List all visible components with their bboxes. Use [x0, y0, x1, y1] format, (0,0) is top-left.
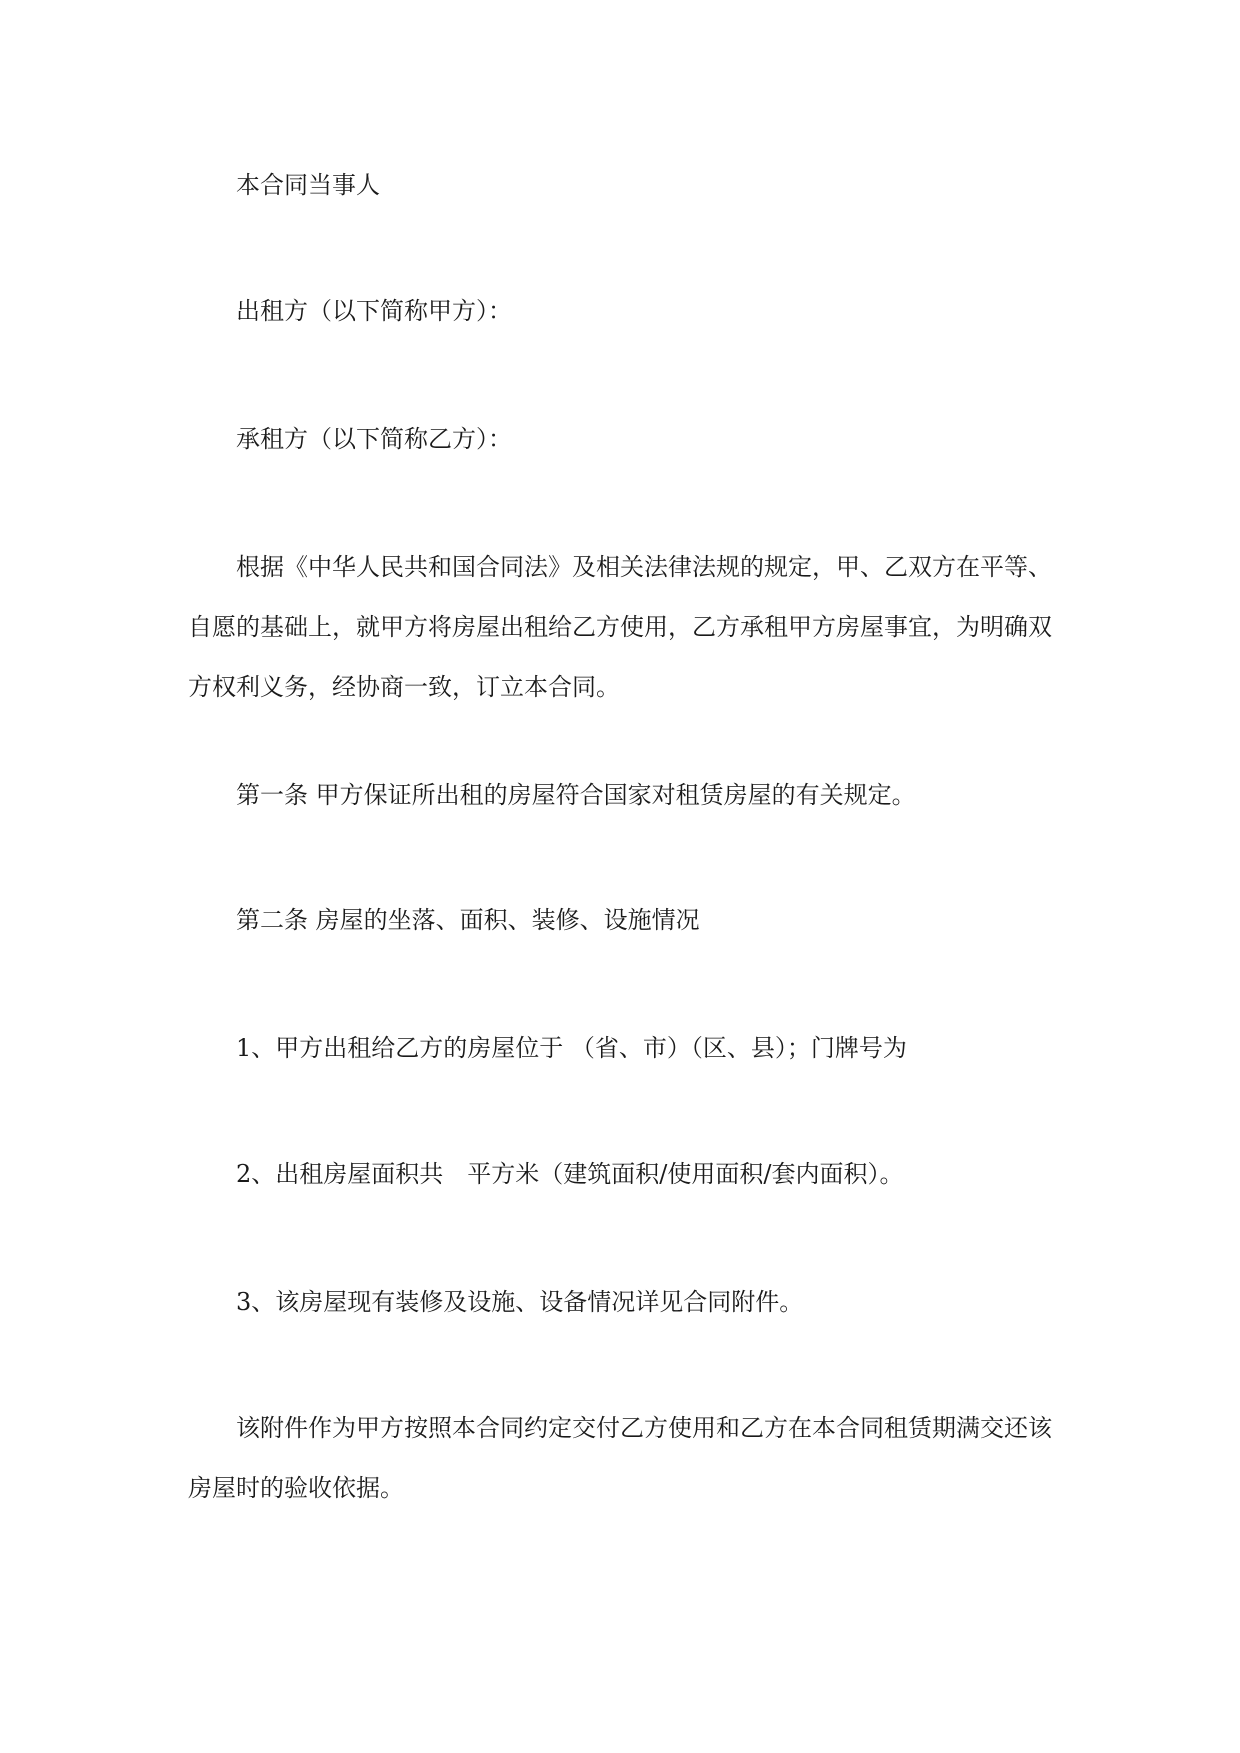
article-1: 第一条 甲方保证所出租的房屋符合国家对租赁房屋的有关规定。 — [236, 781, 916, 809]
party-heading: 本合同当事人 — [236, 171, 380, 199]
preamble-paragraph: 根据《中华人民共和国合同法》及相关法律法规的规定，甲、乙双方在平等、自愿的基础上，就甲方将房屋出租给乙方使用，乙方承租甲方房屋事宜，为明确双方权利义务，经协商一致，订立本合同。 — [188, 553, 1052, 701]
lessee-line: 承租方（以下简称乙方）： — [236, 425, 512, 453]
article-2-item-3: 3、该房屋现有装修及设施、设备情况详见合同附件。 — [236, 1288, 804, 1316]
lessor-line: 出租方（以下简称甲方）： — [236, 297, 512, 325]
article-2-item-2: 2、出租房屋面积共 平方米（建筑面积/使用面积/套内面积）。 — [236, 1160, 904, 1188]
article-2-heading: 第二条 房屋的坐落、面积、装修、设施情况 — [236, 906, 700, 934]
annex-paragraph: 该附件作为甲方按照本合同约定交付乙方使用和乙方在本合同租赁期满交还该房屋时的验收依据。 — [188, 1414, 1052, 1502]
article-2-item-1: 1、甲方出租给乙方的房屋位于 （省、市）（区、县）；门牌号为 — [236, 1034, 907, 1062]
